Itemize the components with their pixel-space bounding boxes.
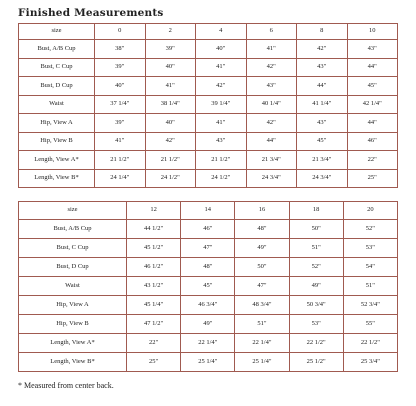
measurement-cell: 48" (181, 258, 235, 277)
measurement-cell: 49" (289, 277, 343, 296)
measurement-cell: 21 1/2" (95, 151, 146, 170)
measurement-cell: 37 1/4" (95, 95, 146, 114)
measurement-cell: 42 1/4" (347, 95, 398, 114)
size-column-header: 18 (289, 202, 343, 220)
measurement-cell: 40" (95, 77, 146, 96)
size-header-cell: size (19, 24, 95, 40)
measurement-cell: 42" (297, 40, 348, 59)
measurement-cell: 50" (235, 258, 289, 277)
size-column-header: 14 (181, 202, 235, 220)
measurement-cell: 45" (297, 132, 348, 151)
row-label: Bust, A/B Cup (19, 220, 127, 239)
measurement-cell: 43" (196, 132, 247, 151)
row-label: Hip, View A (19, 114, 95, 133)
measurement-cell: 52 3/4" (343, 296, 397, 315)
measurement-cell: 25 1/4" (181, 353, 235, 372)
measurement-cell: 43" (347, 40, 398, 59)
measurement-cell: 24 3/4" (246, 169, 297, 188)
row-label: Hip, View B (19, 132, 95, 151)
row-label: Length, View A* (19, 151, 95, 170)
measurement-cell: 44" (246, 132, 297, 151)
measurement-cell: 42" (246, 114, 297, 133)
measurement-cell: 53" (343, 239, 397, 258)
measurement-cell: 51" (289, 239, 343, 258)
measurement-cell: 43 1/2" (127, 277, 181, 296)
table-row (19, 315, 398, 334)
page-title: Finished Measurements (18, 7, 164, 19)
measurement-cell: 22 1/2" (343, 334, 397, 353)
table-row (19, 296, 398, 315)
row-label: Hip, View A (19, 296, 127, 315)
footnote: * Measured from center back. (18, 381, 114, 390)
measurement-cell: 22" (127, 334, 181, 353)
measurement-cell: 39 1/4" (196, 95, 247, 114)
measurement-cell: 48" (235, 220, 289, 239)
table-row (19, 95, 398, 114)
measurement-cell: 45 1/2" (127, 239, 181, 258)
measurement-cell: 44" (297, 77, 348, 96)
table-header-row (19, 24, 398, 40)
measurement-cell: 22 1/4" (181, 334, 235, 353)
measurement-cell: 50" (289, 220, 343, 239)
measurement-cell: 53" (289, 315, 343, 334)
size-column-header: 16 (235, 202, 289, 220)
measurement-cell: 39" (145, 40, 196, 59)
measurement-cell: 43" (297, 114, 348, 133)
row-label: Bust, D Cup (19, 77, 95, 96)
measurement-cell: 45 1/4" (127, 296, 181, 315)
measurement-cell: 48 3/4" (235, 296, 289, 315)
table-row (19, 258, 398, 277)
measurement-cell: 47" (235, 277, 289, 296)
measurement-cell: 47" (181, 239, 235, 258)
measurement-cell: 40" (145, 114, 196, 133)
row-label: Bust, C Cup (19, 239, 127, 258)
table-row (19, 40, 398, 59)
row-label: Length, View B* (19, 169, 95, 188)
measurement-cell: 24 1/2" (145, 169, 196, 188)
measurement-cell: 24 1/2" (196, 169, 247, 188)
table-row (19, 334, 398, 353)
measurement-cell: 46 3/4" (181, 296, 235, 315)
size-column-header: 2 (145, 24, 196, 40)
measurement-cell: 25" (127, 353, 181, 372)
measurement-cell: 55" (343, 315, 397, 334)
measurement-cell: 52" (289, 258, 343, 277)
measurement-cell: 51" (343, 277, 397, 296)
measurement-cell: 46" (181, 220, 235, 239)
table-row (19, 277, 398, 296)
row-label: Bust, C Cup (19, 58, 95, 77)
size-header-cell: size (19, 202, 127, 220)
measurement-cell: 44 1/2" (127, 220, 181, 239)
measurement-cell: 39" (95, 58, 146, 77)
measurement-cell: 25 1/2" (289, 353, 343, 372)
measurement-cell: 42" (145, 132, 196, 151)
measurement-cell: 43" (297, 58, 348, 77)
table-row (19, 353, 398, 372)
measurement-cell: 42" (196, 77, 247, 96)
size-column-header: 4 (196, 24, 247, 40)
table-header-row (19, 202, 398, 220)
size-column-header: 10 (347, 24, 398, 40)
measurement-cell: 41" (196, 114, 247, 133)
measurement-cell: 50 3/4" (289, 296, 343, 315)
measurement-cell: 41" (246, 40, 297, 59)
measurement-cell: 22 1/2" (289, 334, 343, 353)
row-label: Bust, D Cup (19, 258, 127, 277)
size-column-header: 6 (246, 24, 297, 40)
measurement-cell: 49" (235, 239, 289, 258)
measurement-cell: 24 1/4" (95, 169, 146, 188)
measurement-cell: 44" (347, 114, 398, 133)
measurement-cell: 21 1/2" (196, 151, 247, 170)
measurement-cell: 45" (181, 277, 235, 296)
row-label: Waist (19, 95, 95, 114)
row-label: Length, View A* (19, 334, 127, 353)
row-label: Waist (19, 277, 127, 296)
measurement-cell: 21 3/4" (297, 151, 348, 170)
measurements-table-sizes-12-20 (18, 201, 398, 372)
measurement-cell: 47 1/2" (127, 315, 181, 334)
measurement-cell: 22 1/4" (235, 334, 289, 353)
table-row (19, 151, 398, 170)
measurement-cell: 46 1/2" (127, 258, 181, 277)
measurement-cell: 21 1/2" (145, 151, 196, 170)
size-column-header: 20 (343, 202, 397, 220)
size-column-header: 8 (297, 24, 348, 40)
measurement-cell: 44" (347, 58, 398, 77)
measurement-cell: 41 1/4" (297, 95, 348, 114)
row-label: Length, View B* (19, 353, 127, 372)
table-row (19, 239, 398, 258)
size-column-header: 12 (127, 202, 181, 220)
measurement-cell: 39" (95, 114, 146, 133)
measurement-cell: 41" (196, 58, 247, 77)
row-label: Bust, A/B Cup (19, 40, 95, 59)
measurement-cell: 45" (347, 77, 398, 96)
measurement-cell: 38 1/4" (145, 95, 196, 114)
row-label: Hip, View B (19, 315, 127, 334)
measurement-cell: 21 3/4" (246, 151, 297, 170)
table-row (19, 132, 398, 151)
measurement-cell: 54" (343, 258, 397, 277)
measurement-cell: 41" (145, 77, 196, 96)
measurement-cell: 52" (343, 220, 397, 239)
measurement-cell: 40" (196, 40, 247, 59)
measurement-cell: 41" (95, 132, 146, 151)
measurements-table-sizes-0-10 (18, 23, 398, 188)
measurement-cell: 46" (347, 132, 398, 151)
measurement-cell: 40" (145, 58, 196, 77)
size-column-header: 0 (95, 24, 146, 40)
measurement-cell: 24 3/4" (297, 169, 348, 188)
measurement-cell: 43" (246, 77, 297, 96)
measurement-cell: 22" (347, 151, 398, 170)
table-row (19, 114, 398, 133)
measurement-cell: 25 3/4" (343, 353, 397, 372)
table-row (19, 169, 398, 188)
table-row (19, 220, 398, 239)
measurement-cell: 40 1/4" (246, 95, 297, 114)
measurement-cell: 38" (95, 40, 146, 59)
measurement-cell: 49" (181, 315, 235, 334)
table-row (19, 77, 398, 96)
table-row (19, 58, 398, 77)
measurement-cell: 25 1/4" (235, 353, 289, 372)
measurement-cell: 42" (246, 58, 297, 77)
measurement-cell: 51" (235, 315, 289, 334)
measurement-cell: 25" (347, 169, 398, 188)
